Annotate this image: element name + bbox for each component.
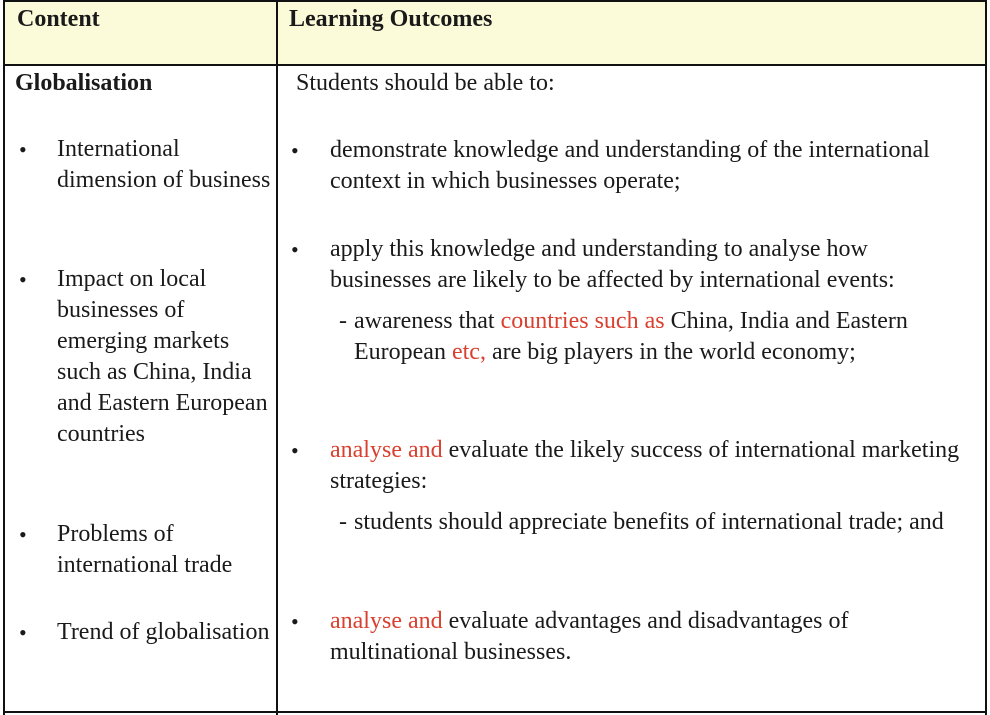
content-item-text: Problems of international trade xyxy=(57,521,233,578)
bullet-icon: • xyxy=(19,137,27,162)
header-row-background xyxy=(5,2,985,64)
outcome-text-rest: evaluate advantages and disadvantages of multinational businesses. xyxy=(330,608,849,665)
table-right-border xyxy=(985,0,987,715)
sub-item-text xyxy=(354,306,974,368)
outcomes-intro: Students should be able to: xyxy=(296,70,555,96)
bullet-icon: • xyxy=(19,522,27,547)
table-top-border xyxy=(3,0,987,2)
bullet-icon: • xyxy=(291,138,299,163)
content-item-text: Impact on local businesses of emerging markets such as China, India and Eastern European countries xyxy=(57,266,268,447)
outcome-text-rest: evaluate the likely success of international marketing strategies: xyxy=(330,437,960,494)
curriculum-table xyxy=(3,0,987,715)
header-learning-outcomes: Learning Outcomes xyxy=(289,6,493,32)
outcome-text: demonstrate knowledge and understanding of the international context in which businesses operate; xyxy=(330,137,930,194)
dash-marker: - xyxy=(339,308,347,334)
highlighted-text: countries such as xyxy=(500,308,665,334)
dash-marker: - xyxy=(339,509,347,535)
highlighted-text: analyse and xyxy=(330,437,443,463)
content-item-text: Trend of globalisation xyxy=(57,619,270,645)
highlighted-text: etc, xyxy=(451,339,486,365)
content-item-text: International dimension of business xyxy=(57,136,271,193)
table-left-border xyxy=(3,0,5,715)
table-bottom-border xyxy=(3,711,987,713)
sub-item-text: students should appreciate benefits of international trade; and xyxy=(354,509,944,535)
highlighted-text: analyse and xyxy=(330,608,443,634)
header-bottom-border xyxy=(3,64,987,66)
bullet-icon: • xyxy=(291,438,299,463)
bullet-icon: • xyxy=(291,237,299,262)
outcome-text: apply this knowledge and understanding to analyse how businesses are likely to be affected by international events: xyxy=(330,236,895,293)
outcome-text xyxy=(330,606,970,668)
bullet-icon: • xyxy=(19,267,27,292)
outcome-text xyxy=(330,435,970,497)
header-content: Content xyxy=(17,6,100,32)
section-title-globalisation: Globalisation xyxy=(15,70,153,96)
sub-text-part: awareness that xyxy=(354,308,501,334)
sub-text-part: are big players in the world economy; xyxy=(485,339,856,365)
sub-text-part: China, India and Eastern European xyxy=(354,308,908,365)
bullet-icon: • xyxy=(19,620,27,645)
bullet-icon: • xyxy=(291,609,299,634)
